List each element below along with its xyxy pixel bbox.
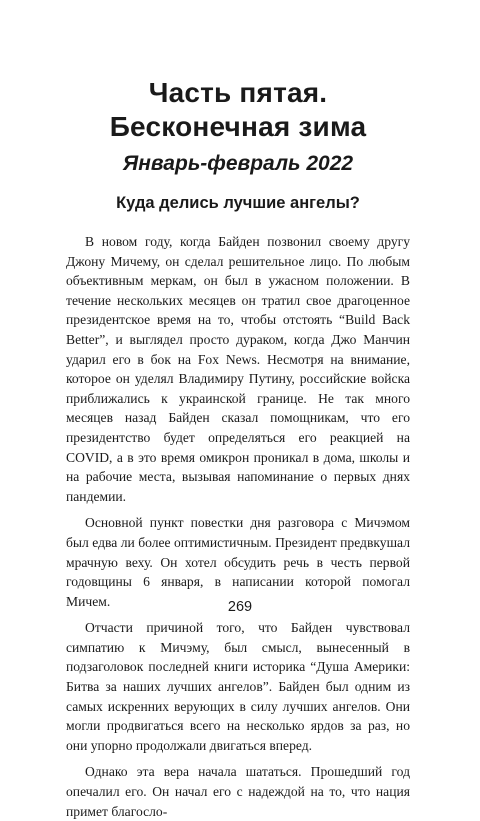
paragraph-2: Основной пункт повестки дня разговора с Мичэмом был едва ли более оптимистичным. Президент предвкушал мрачную веху. Он хотел обсудить речь в честь первой годовщины 6 января, в написании которой помогал Мичем.	[66, 515, 410, 609]
section-title: Куда делись лучшие ангелы?	[116, 194, 360, 212]
part-title	[66, 76, 410, 144]
paragraph-3: Отчасти причиной того, что Байден чувствовал симпатию к Мичэму, был смысл, вынесенный в подзаголовок последней книги историка “Душа Америки: Битва за наших лучших ангелов”. Байден был одним из самых искренних верующих в силу лучших ангелов. Они могли продвигаться всего на несколько ярдов за раз, но они упорно продолжали двигаться вперед.	[66, 620, 410, 753]
body-text	[66, 232, 410, 821]
paragraph-4: Однако эта вера начала шататься. Прошедший год опечалил его. Он начал его с надеждой на то, что нация примет благосло-	[66, 764, 410, 819]
page-number: 269	[227, 599, 253, 615]
paragraph-1: В новом году, когда Байден позвонил своему другу Джону Мичему, он сделал решительное лицо. По любым объективным меркам, он был в ужасном положении. В течение нескольких месяцев он тратил свое драгоценное президентское время на то, чтобы отстоять “Build Back Better”, и выглядел просто дураком, когда Джо Манчин ударил его в бок на Fox News. Несмотря на внимание, которое он уделял Владимиру Путину, российские войска приближались к украинской границе. Не так много месяцев назад Байден сказал помощникам, что его президентство будет определяться его реакцией на COVID, а в это время омикрон проникал в дома, школы и на рабочие места, вызывая напоминание о первых днях пандемии.	[66, 234, 410, 504]
part-title-line-1: Часть пятая.	[148, 77, 328, 108]
part-title-line-2: Бесконечная зима	[109, 111, 367, 142]
date-subtitle: Январь-февраль 2022	[122, 152, 354, 175]
